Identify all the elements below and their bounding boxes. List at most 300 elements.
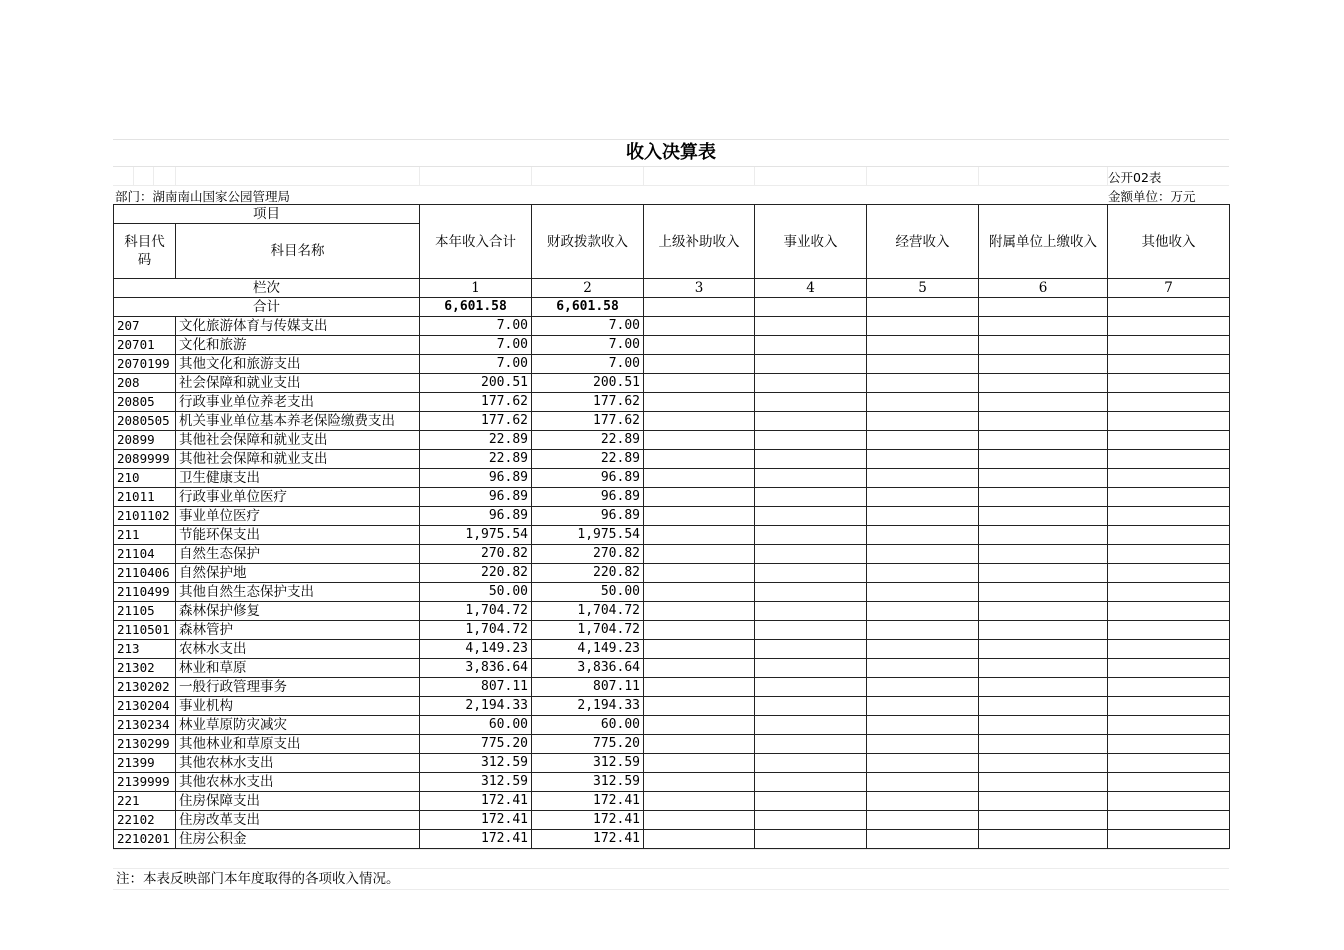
row-name: 卫生健康支出 xyxy=(176,469,420,488)
row-col1: 270.82 xyxy=(420,545,532,564)
row-col1: 220.82 xyxy=(420,564,532,583)
row-code: 2210201 xyxy=(114,830,176,849)
table-row xyxy=(114,564,1230,583)
row-name: 林业草原防灾减灾 xyxy=(176,716,420,735)
row-col7 xyxy=(1108,469,1230,488)
row-col6 xyxy=(979,602,1108,621)
row-col2: 7.00 xyxy=(532,317,644,336)
total-col1: 6,601.58 xyxy=(420,298,532,317)
row-col4 xyxy=(755,583,867,602)
row-code: 208 xyxy=(114,374,176,393)
row-col6 xyxy=(979,678,1108,697)
row-code: 20805 xyxy=(114,393,176,412)
row-col2: 96.89 xyxy=(532,488,644,507)
row-col7 xyxy=(1108,336,1230,355)
row-col6 xyxy=(979,355,1108,374)
row-col4 xyxy=(755,545,867,564)
department-label: 部门：湖南南山国家公园管理局 xyxy=(115,189,291,204)
row-col2: 1,975.54 xyxy=(532,526,644,545)
row-col7 xyxy=(1108,507,1230,526)
row-col5 xyxy=(867,716,979,735)
row-col2: 220.82 xyxy=(532,564,644,583)
row-code: 213 xyxy=(114,640,176,659)
row-col5 xyxy=(867,488,979,507)
row-col7 xyxy=(1108,830,1230,849)
row-col5 xyxy=(867,450,979,469)
index-1: 1 xyxy=(420,279,532,298)
header-name: 科目名称 xyxy=(176,224,420,279)
row-col5 xyxy=(867,792,979,811)
form-number-row xyxy=(113,167,1229,186)
index-5: 5 xyxy=(867,279,979,298)
row-name: 一般行政管理事务 xyxy=(176,678,420,697)
row-col2: 775.20 xyxy=(532,735,644,754)
row-name: 行政事业单位养老支出 xyxy=(176,393,420,412)
row-name: 事业单位医疗 xyxy=(176,507,420,526)
row-col4 xyxy=(755,640,867,659)
row-code: 2101102 xyxy=(114,507,176,526)
row-col2: 2,194.33 xyxy=(532,697,644,716)
header-col4: 事业收入 xyxy=(755,205,867,279)
row-col4 xyxy=(755,735,867,754)
row-code: 2130202 xyxy=(114,678,176,697)
total-col7 xyxy=(1108,298,1230,317)
row-code: 2080505 xyxy=(114,412,176,431)
row-col7 xyxy=(1108,431,1230,450)
row-col7 xyxy=(1108,583,1230,602)
row-col7 xyxy=(1108,450,1230,469)
row-col5 xyxy=(867,640,979,659)
row-col1: 7.00 xyxy=(420,336,532,355)
row-name: 其他农林水支出 xyxy=(176,773,420,792)
row-col5 xyxy=(867,773,979,792)
row-col6 xyxy=(979,640,1108,659)
row-col1: 3,836.64 xyxy=(420,659,532,678)
row-col4 xyxy=(755,488,867,507)
row-col5 xyxy=(867,412,979,431)
row-code: 21105 xyxy=(114,602,176,621)
row-col3 xyxy=(644,621,755,640)
row-name: 住房改革支出 xyxy=(176,811,420,830)
row-col5 xyxy=(867,507,979,526)
row-code: 210 xyxy=(114,469,176,488)
row-code: 2110501 xyxy=(114,621,176,640)
row-col1: 7.00 xyxy=(420,355,532,374)
row-col4 xyxy=(755,431,867,450)
row-col2: 312.59 xyxy=(532,773,644,792)
row-col3 xyxy=(644,374,755,393)
row-col6 xyxy=(979,754,1108,773)
row-col5 xyxy=(867,355,979,374)
row-col5 xyxy=(867,735,979,754)
row-col6 xyxy=(979,716,1108,735)
row-col2: 4,149.23 xyxy=(532,640,644,659)
row-col4 xyxy=(755,564,867,583)
row-name: 其他社会保障和就业支出 xyxy=(176,431,420,450)
row-col5 xyxy=(867,431,979,450)
row-col7 xyxy=(1108,488,1230,507)
unit-label: 金额单位：万元 xyxy=(1108,189,1196,204)
row-col5 xyxy=(867,602,979,621)
row-col6 xyxy=(979,621,1108,640)
table-row xyxy=(114,355,1230,374)
note-area xyxy=(113,849,1229,890)
row-col4 xyxy=(755,792,867,811)
row-col5 xyxy=(867,545,979,564)
row-col7 xyxy=(1108,393,1230,412)
row-col6 xyxy=(979,431,1108,450)
index-6: 6 xyxy=(979,279,1108,298)
row-col3 xyxy=(644,602,755,621)
table-note: 注：本表反映部门本年度取得的各项收入情况。 xyxy=(113,869,1229,890)
row-col5 xyxy=(867,317,979,336)
header-col2: 财政拨款收入 xyxy=(532,205,644,279)
table-row xyxy=(114,602,1230,621)
row-col6 xyxy=(979,811,1108,830)
row-name: 森林管护 xyxy=(176,621,420,640)
row-col2: 7.00 xyxy=(532,355,644,374)
row-col6 xyxy=(979,374,1108,393)
row-name: 住房保障支出 xyxy=(176,792,420,811)
row-col6 xyxy=(979,773,1108,792)
table-row xyxy=(114,640,1230,659)
row-name: 森林保护修复 xyxy=(176,602,420,621)
row-col4 xyxy=(755,336,867,355)
row-name: 其他社会保障和就业支出 xyxy=(176,450,420,469)
row-col4 xyxy=(755,754,867,773)
row-col6 xyxy=(979,545,1108,564)
row-col3 xyxy=(644,678,755,697)
row-col2: 807.11 xyxy=(532,678,644,697)
row-col2: 312.59 xyxy=(532,754,644,773)
row-code: 2110406 xyxy=(114,564,176,583)
row-col6 xyxy=(979,735,1108,754)
row-col4 xyxy=(755,716,867,735)
row-col6 xyxy=(979,507,1108,526)
row-col2: 172.41 xyxy=(532,792,644,811)
row-col2: 270.82 xyxy=(532,545,644,564)
row-col3 xyxy=(644,526,755,545)
row-col3 xyxy=(644,317,755,336)
row-col1: 7.00 xyxy=(420,317,532,336)
table-row xyxy=(114,830,1230,849)
row-col3 xyxy=(644,716,755,735)
row-col5 xyxy=(867,469,979,488)
row-col2: 22.89 xyxy=(532,450,644,469)
row-col3 xyxy=(644,583,755,602)
row-col1: 200.51 xyxy=(420,374,532,393)
table-row xyxy=(114,393,1230,412)
row-col6 xyxy=(979,450,1108,469)
row-col7 xyxy=(1108,754,1230,773)
row-name: 住房公积金 xyxy=(176,830,420,849)
index-7: 7 xyxy=(1108,279,1230,298)
row-col3 xyxy=(644,659,755,678)
row-col2: 96.89 xyxy=(532,507,644,526)
table-row xyxy=(114,488,1230,507)
row-code: 211 xyxy=(114,526,176,545)
row-col6 xyxy=(979,564,1108,583)
row-col1: 50.00 xyxy=(420,583,532,602)
table-row xyxy=(114,374,1230,393)
row-col2: 50.00 xyxy=(532,583,644,602)
row-col7 xyxy=(1108,602,1230,621)
index-4: 4 xyxy=(755,279,867,298)
index-3: 3 xyxy=(644,279,755,298)
row-col6 xyxy=(979,583,1108,602)
row-col1: 775.20 xyxy=(420,735,532,754)
row-col2: 96.89 xyxy=(532,469,644,488)
table-row xyxy=(114,792,1230,811)
row-col3 xyxy=(644,488,755,507)
row-col2: 172.41 xyxy=(532,830,644,849)
row-col6 xyxy=(979,792,1108,811)
row-name: 其他农林水支出 xyxy=(176,754,420,773)
row-col2: 22.89 xyxy=(532,431,644,450)
row-col4 xyxy=(755,450,867,469)
row-col3 xyxy=(644,545,755,564)
row-col7 xyxy=(1108,412,1230,431)
header-col6: 附属单位上缴收入 xyxy=(979,205,1108,279)
index-2: 2 xyxy=(532,279,644,298)
row-name: 文化和旅游 xyxy=(176,336,420,355)
table-row xyxy=(114,697,1230,716)
row-col1: 2,194.33 xyxy=(420,697,532,716)
row-col3 xyxy=(644,507,755,526)
row-code: 21399 xyxy=(114,754,176,773)
total-col5 xyxy=(867,298,979,317)
row-code: 21011 xyxy=(114,488,176,507)
row-col1: 312.59 xyxy=(420,754,532,773)
row-col6 xyxy=(979,526,1108,545)
row-name: 自然生态保护 xyxy=(176,545,420,564)
row-col3 xyxy=(644,754,755,773)
row-col7 xyxy=(1108,678,1230,697)
total-label: 合计 xyxy=(114,298,420,317)
row-col3 xyxy=(644,431,755,450)
row-code: 2130204 xyxy=(114,697,176,716)
row-col3 xyxy=(644,773,755,792)
row-code: 2070199 xyxy=(114,355,176,374)
row-col7 xyxy=(1108,374,1230,393)
row-col4 xyxy=(755,811,867,830)
row-col3 xyxy=(644,450,755,469)
row-code: 20701 xyxy=(114,336,176,355)
row-col6 xyxy=(979,659,1108,678)
row-col4 xyxy=(755,773,867,792)
table-row xyxy=(114,811,1230,830)
row-col2: 177.62 xyxy=(532,393,644,412)
row-name: 节能环保支出 xyxy=(176,526,420,545)
row-col3 xyxy=(644,640,755,659)
note-spacer xyxy=(113,850,1229,869)
row-col4 xyxy=(755,697,867,716)
row-col4 xyxy=(755,355,867,374)
row-col3 xyxy=(644,830,755,849)
header-code: 科目代码 xyxy=(114,224,176,279)
row-col3 xyxy=(644,336,755,355)
sheet-title: 收入决算表 xyxy=(113,139,1229,167)
table-row xyxy=(114,507,1230,526)
row-col5 xyxy=(867,583,979,602)
row-col5 xyxy=(867,830,979,849)
row-col5 xyxy=(867,811,979,830)
row-col3 xyxy=(644,811,755,830)
row-name: 行政事业单位医疗 xyxy=(176,488,420,507)
row-code: 221 xyxy=(114,792,176,811)
row-col5 xyxy=(867,393,979,412)
row-col7 xyxy=(1108,773,1230,792)
row-name: 农林水支出 xyxy=(176,640,420,659)
row-col4 xyxy=(755,412,867,431)
row-col4 xyxy=(755,317,867,336)
row-name: 社会保障和就业支出 xyxy=(176,374,420,393)
row-col7 xyxy=(1108,716,1230,735)
row-col7 xyxy=(1108,659,1230,678)
row-col5 xyxy=(867,621,979,640)
row-code: 2139999 xyxy=(114,773,176,792)
table-row xyxy=(114,678,1230,697)
row-col4 xyxy=(755,659,867,678)
row-code: 2110499 xyxy=(114,583,176,602)
form-number: 公开02表 xyxy=(1108,170,1162,185)
row-code: 21302 xyxy=(114,659,176,678)
row-col2: 1,704.72 xyxy=(532,602,644,621)
table-row xyxy=(114,773,1230,792)
row-col6 xyxy=(979,317,1108,336)
table-header xyxy=(114,205,1230,317)
row-col3 xyxy=(644,564,755,583)
header-col1: 本年收入合计 xyxy=(420,205,532,279)
row-col4 xyxy=(755,374,867,393)
row-name: 其他文化和旅游支出 xyxy=(176,355,420,374)
table-row xyxy=(114,450,1230,469)
total-col4 xyxy=(755,298,867,317)
table-row xyxy=(114,583,1230,602)
row-col1: 1,975.54 xyxy=(420,526,532,545)
row-col7 xyxy=(1108,317,1230,336)
row-col2: 1,704.72 xyxy=(532,621,644,640)
table-row xyxy=(114,716,1230,735)
row-col1: 96.89 xyxy=(420,488,532,507)
row-col4 xyxy=(755,830,867,849)
row-col1: 172.41 xyxy=(420,811,532,830)
row-col6 xyxy=(979,469,1108,488)
row-col6 xyxy=(979,697,1108,716)
header-col3: 上级补助收入 xyxy=(644,205,755,279)
row-col6 xyxy=(979,412,1108,431)
row-code: 20899 xyxy=(114,431,176,450)
row-col4 xyxy=(755,469,867,488)
row-col2: 200.51 xyxy=(532,374,644,393)
row-col5 xyxy=(867,374,979,393)
row-col6 xyxy=(979,830,1108,849)
table-row xyxy=(114,545,1230,564)
row-col5 xyxy=(867,336,979,355)
total-col2: 6,601.58 xyxy=(532,298,644,317)
row-col1: 312.59 xyxy=(420,773,532,792)
table-row xyxy=(114,754,1230,773)
row-col5 xyxy=(867,659,979,678)
table-row xyxy=(114,431,1230,450)
row-col1: 807.11 xyxy=(420,678,532,697)
row-col5 xyxy=(867,754,979,773)
table-row xyxy=(114,526,1230,545)
row-code: 2089999 xyxy=(114,450,176,469)
row-col1: 172.41 xyxy=(420,792,532,811)
table-row xyxy=(114,412,1230,431)
row-col7 xyxy=(1108,355,1230,374)
row-col2: 172.41 xyxy=(532,811,644,830)
table-row xyxy=(114,317,1230,336)
row-col5 xyxy=(867,526,979,545)
row-col1: 1,704.72 xyxy=(420,621,532,640)
header-col5: 经营收入 xyxy=(867,205,979,279)
row-col5 xyxy=(867,678,979,697)
row-col7 xyxy=(1108,697,1230,716)
table-row xyxy=(114,469,1230,488)
row-col1: 4,149.23 xyxy=(420,640,532,659)
row-col5 xyxy=(867,697,979,716)
row-col3 xyxy=(644,355,755,374)
row-name: 自然保护地 xyxy=(176,564,420,583)
row-col4 xyxy=(755,621,867,640)
row-col7 xyxy=(1108,564,1230,583)
row-name: 其他自然生态保护支出 xyxy=(176,583,420,602)
row-col4 xyxy=(755,507,867,526)
header-item: 项目 xyxy=(114,205,420,224)
row-col4 xyxy=(755,393,867,412)
row-name: 文化旅游体育与传媒支出 xyxy=(176,317,420,336)
row-name: 林业和草原 xyxy=(176,659,420,678)
row-col3 xyxy=(644,735,755,754)
table-row xyxy=(114,336,1230,355)
row-col3 xyxy=(644,469,755,488)
total-col6 xyxy=(979,298,1108,317)
row-name: 机关事业单位基本养老保险缴费支出 xyxy=(176,412,420,431)
table-row xyxy=(114,735,1230,754)
row-col1: 177.62 xyxy=(420,412,532,431)
row-col5 xyxy=(867,564,979,583)
row-col1: 177.62 xyxy=(420,393,532,412)
row-col1: 22.89 xyxy=(420,431,532,450)
row-col7 xyxy=(1108,621,1230,640)
row-col3 xyxy=(644,697,755,716)
row-code: 207 xyxy=(114,317,176,336)
row-col7 xyxy=(1108,640,1230,659)
row-code: 21104 xyxy=(114,545,176,564)
row-col1: 172.41 xyxy=(420,830,532,849)
row-col6 xyxy=(979,336,1108,355)
row-col3 xyxy=(644,393,755,412)
row-col1: 22.89 xyxy=(420,450,532,469)
total-col3 xyxy=(644,298,755,317)
row-col7 xyxy=(1108,792,1230,811)
row-name: 事业机构 xyxy=(176,697,420,716)
table-body xyxy=(114,317,1230,849)
row-col1: 60.00 xyxy=(420,716,532,735)
row-col7 xyxy=(1108,526,1230,545)
row-name: 其他林业和草原支出 xyxy=(176,735,420,754)
row-col4 xyxy=(755,678,867,697)
row-col1: 96.89 xyxy=(420,469,532,488)
income-statement-sheet xyxy=(113,139,1229,890)
row-col2: 60.00 xyxy=(532,716,644,735)
row-col7 xyxy=(1108,545,1230,564)
row-col6 xyxy=(979,488,1108,507)
income-table xyxy=(113,204,1230,849)
row-col2: 7.00 xyxy=(532,336,644,355)
